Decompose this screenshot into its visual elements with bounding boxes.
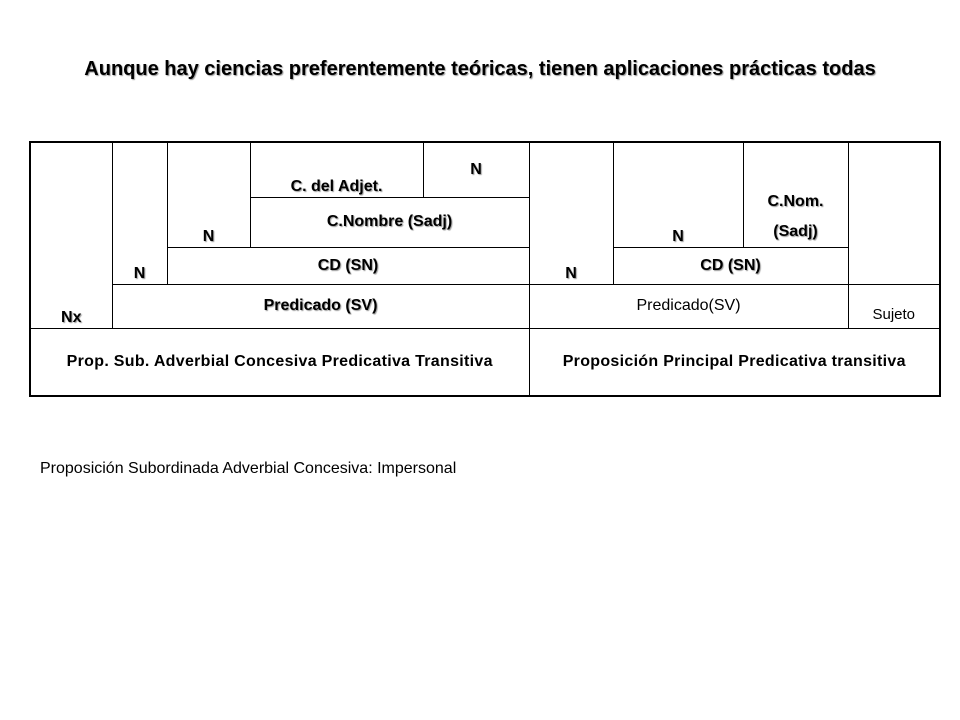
noun-complement-right-line2: (Sadj) xyxy=(773,222,818,240)
nx-label: Nx xyxy=(61,309,82,327)
n-right-inner-label: N xyxy=(672,228,684,246)
n-right-outer-cell xyxy=(529,142,613,284)
n-left-inner-label: N xyxy=(202,228,215,246)
noun-complement-right-cell xyxy=(743,142,848,247)
cd-right-label: CD (SN) xyxy=(700,256,761,274)
noun-complement-right-line1: C.Nom. xyxy=(767,192,824,210)
predicate-left-cell xyxy=(112,284,529,328)
prop-left-cell xyxy=(30,328,529,396)
slide-title: Aunque hay ciencias preferentemente teóricas, tienen aplicaciones prácticas todas xyxy=(84,58,876,80)
n-right-inner-cell xyxy=(613,142,743,247)
nx-cell xyxy=(30,142,112,328)
prop-right-label: Proposición Principal Predicativa transitiva xyxy=(562,353,906,371)
empty-subject-top-cell xyxy=(848,142,940,284)
predicate-left-label: Predicado (SV) xyxy=(263,297,378,315)
subject-label: Sujeto xyxy=(872,305,916,323)
noun-complement-left-label: C.Nombre (Sadj) xyxy=(326,213,453,231)
prop-right-cell xyxy=(529,328,940,396)
predicate-right-label: Predicado(SV) xyxy=(636,297,741,315)
syntax-analysis-table xyxy=(29,141,941,397)
predicate-right-cell xyxy=(529,284,848,328)
n-left-inner-cell xyxy=(167,142,250,247)
noun-complement-left-cell xyxy=(250,197,529,247)
cd-right-cell xyxy=(613,247,848,284)
n-right-outer-label: N xyxy=(565,265,577,283)
subject-cell xyxy=(848,284,940,328)
n-left-outer-cell xyxy=(112,142,167,284)
adj-complement-label: C. del Adjet. xyxy=(290,178,383,196)
cd-left-cell xyxy=(167,247,529,284)
cd-left-label: CD (SN) xyxy=(317,256,379,274)
adj-n-label: N xyxy=(470,161,482,179)
footnote: Proposición Subordinada Adverbial Concesiva: Impersonal xyxy=(40,460,457,477)
adj-complement-cell xyxy=(250,142,423,197)
n-left-outer-label: N xyxy=(133,265,146,283)
adj-n-cell xyxy=(423,142,529,197)
prop-left-label: Prop. Sub. Adverbial Concesiva Predicativa Transitiva xyxy=(66,353,493,371)
